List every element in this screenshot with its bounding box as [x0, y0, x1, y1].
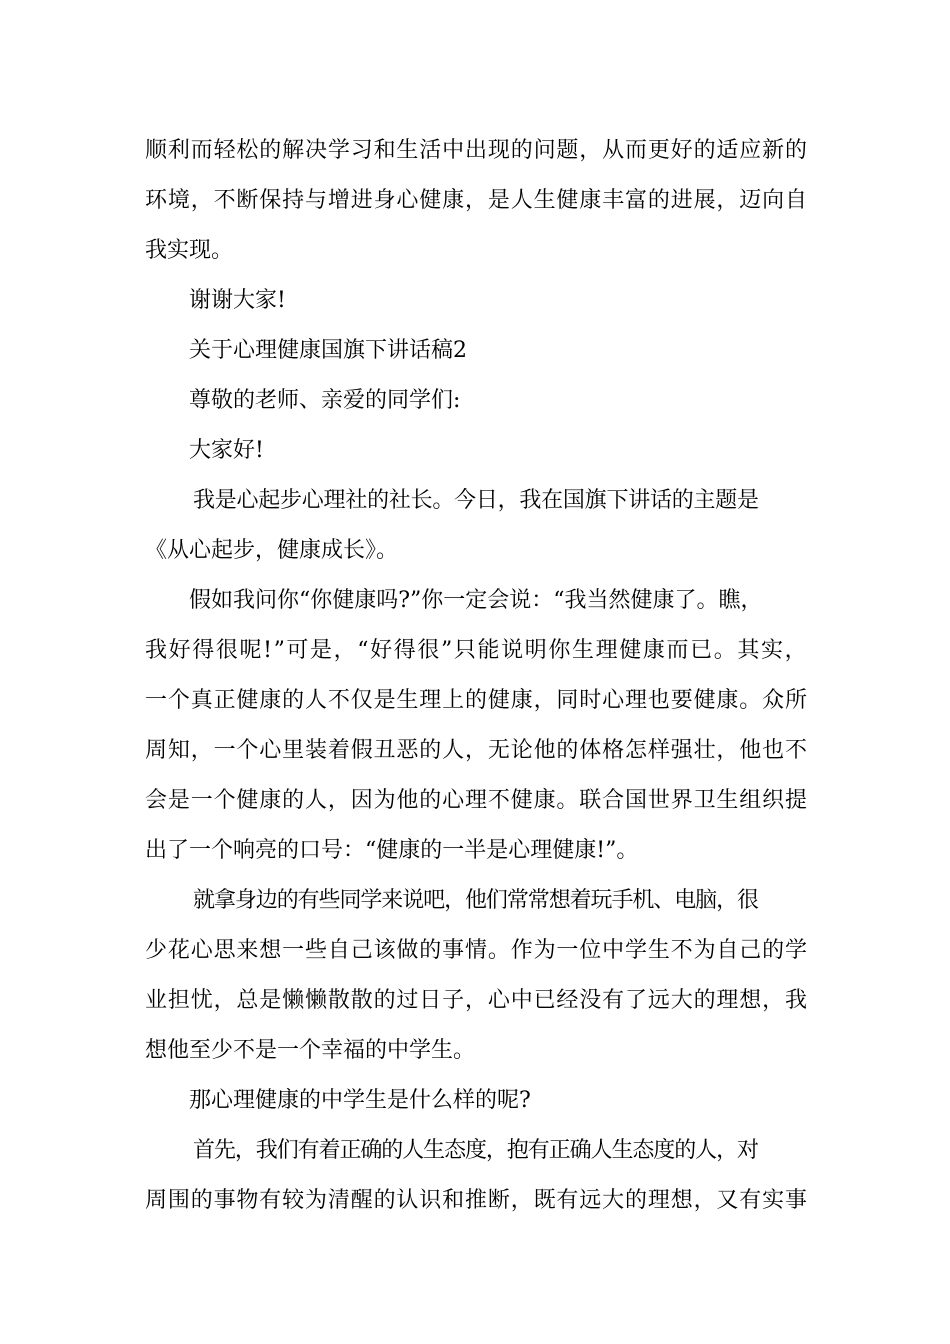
paragraph-title-2	[145, 326, 807, 376]
paragraph-intro	[145, 476, 807, 576]
text-line: 我实现。	[145, 238, 234, 263]
text-line: 尊敬的老师、亲爱的同学们:	[189, 388, 461, 413]
paragraph-salutation	[145, 376, 807, 426]
text-line: 一个真正健康的人不仅是生理上的健康，同时心理也要健康。众所	[145, 688, 808, 713]
text-line: 谢谢大家!	[189, 288, 286, 313]
text-line: 那心理健康的中学生是什么样的呢?	[189, 1088, 531, 1113]
text-line: 关于心理健康国旗下讲话稿2	[189, 338, 467, 363]
document-body	[145, 126, 807, 1226]
text-line: 就拿身边的有些同学来说吧，他们常常想着玩手机、电脑，很	[193, 888, 758, 913]
text-line: 周知，一个心里装着假丑恶的人，无论他的体格怎样强壮，他也不	[145, 738, 808, 763]
text-line: 会是一个健康的人，因为他的心理不健康。联合国世界卫生组织提	[145, 788, 808, 813]
text-line: 少花心思来想一些自己该做的事情。作为一位中学生不为自己的学	[145, 938, 808, 963]
paragraph-1	[145, 126, 807, 276]
text-line: 我是心起步心理社的社长。今日，我在国旗下讲话的主题是	[193, 488, 759, 513]
text-line: 大家好!	[189, 438, 264, 463]
text-line: 《从心起步，健康成长》。	[145, 538, 399, 563]
text-line: 周围的事物有较为清醒的认识和推断，既有远大的理想，又有实事	[145, 1188, 808, 1213]
text-line: 想他至少不是一个幸福的中学生。	[145, 1038, 476, 1063]
text-line: 业担忧，总是懒懒散散的过日子，心中已经没有了远大的理想，我	[145, 988, 808, 1013]
text-line: 顺利而轻松的解决学习和生活中出现的问题，从而更好的适应新的	[145, 138, 808, 163]
paragraph-classmates	[145, 876, 807, 1076]
paragraph-thanks	[145, 276, 807, 326]
paragraph-question	[145, 1076, 807, 1126]
paragraph-greeting	[145, 426, 807, 476]
paragraph-first	[145, 1126, 807, 1226]
paragraph-health-question	[145, 576, 807, 876]
text-line: 我好得很呢!”可是，“好得很”只能说明你生理健康而已。其实，	[145, 638, 809, 663]
text-line: 出了一个响亮的口号：“健康的一半是心理健康!”。	[145, 838, 639, 863]
text-line: 环境，不断保持与增进身心健康，是人生健康丰富的进展，迈向自	[145, 188, 808, 213]
text-line: 首先，我们有着正确的人生态度，抱有正确人生态度的人，对	[193, 1138, 758, 1163]
text-line: 假如我问你“你健康吗?”你一定会说：“我当然健康了。瞧，	[189, 588, 763, 613]
